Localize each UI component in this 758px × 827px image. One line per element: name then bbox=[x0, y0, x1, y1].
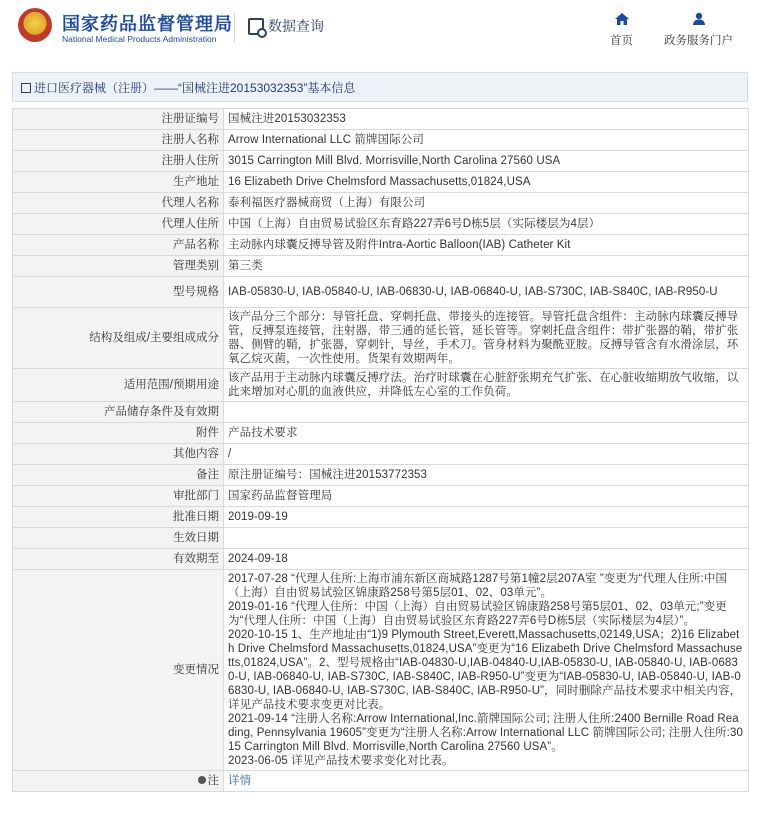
table-row bbox=[13, 308, 749, 369]
field-value: 国家药品监督管理局 bbox=[224, 486, 749, 507]
change-entry: 2020-10-15 1、生产地址由“1)9 Plymouth Street,Everett,Massachusetts,02149,USA；2)16 Elizabeth Drive Chelmsford Massachusetts,01824,USA”变更为“16 Elizabeth Drive Chelmsford Massachusetts,01824,USA”。2、型号规格由“IAB-04830-U,IAB-04840-U,IAB-05830-U, IAB-05840-U, IAB-06830-U, IAB-06840-U, IAB-S730C, IAB-S840C, IAB-R950-U”变更为“IAB-05830-U, IAB-05840-U, IAB-06830-U, IAB-06840-U, IAB-S730C, IAB-S840C, IAB-R950-U”，同时删除产品技术要求中相关内容，详见产品技术要求变更对比表。 bbox=[228, 629, 743, 711]
table-row bbox=[13, 528, 749, 549]
table-row bbox=[13, 277, 749, 308]
table-row-changes bbox=[13, 570, 749, 771]
emblem-logo[interactable] bbox=[18, 8, 52, 42]
note-icon bbox=[198, 776, 206, 784]
data-query-label: 数据查询 bbox=[268, 18, 324, 34]
table-row bbox=[13, 256, 749, 277]
table-row bbox=[13, 109, 749, 130]
field-label: 型号规格 bbox=[13, 277, 224, 308]
field-value: 主动脉内球囊反搏导管及附件Intra-Aortic Balloon(IAB) Catheter Kit bbox=[224, 235, 749, 256]
field-label: 结构及组成/主要组成成分 bbox=[13, 308, 224, 369]
nav-home-label: 首页 bbox=[610, 35, 633, 47]
table-row bbox=[13, 172, 749, 193]
site-header bbox=[0, 0, 758, 60]
field-label: 代理人住所 bbox=[13, 214, 224, 235]
site-title-en[interactable]: National Medical Products Administration bbox=[62, 34, 217, 44]
change-entry: 2021-09-14 “注册人名称:Arrow International,Inc.箭牌国际公司; 注册人住所:2400 Bernille Road Reading, Pennsylvania 19605”变更为“注册人名称:Arrow International LLC 箭牌国际公司; 注册人住所:3015 Carrington Mill Blvd. Morrisville,North Carolina 27560 USA”。 bbox=[228, 713, 743, 753]
field-value: Arrow International LLC 箭牌国际公司 bbox=[224, 130, 749, 151]
field-value: 中国（上海）自由贸易试验区东育路227弄6号D栋5层（实际楼层为4层） bbox=[224, 214, 749, 235]
field-value bbox=[224, 528, 749, 549]
field-value: 2019-09-19 bbox=[224, 507, 749, 528]
note-label: 注 bbox=[207, 775, 219, 787]
table-row bbox=[13, 402, 749, 423]
table-row bbox=[13, 549, 749, 570]
field-label: 变更情况 bbox=[13, 570, 224, 771]
field-value: 原注册证编号：国械注进20153772353 bbox=[224, 465, 749, 486]
header-divider bbox=[234, 12, 235, 42]
field-label: 注册证编号 bbox=[13, 109, 224, 130]
field-label: 生效日期 bbox=[13, 528, 224, 549]
field-label: 有效期至 bbox=[13, 549, 224, 570]
change-history bbox=[224, 570, 749, 771]
table-row bbox=[13, 130, 749, 151]
record-detail-table bbox=[12, 108, 749, 792]
table-row-note bbox=[13, 771, 749, 792]
field-label: 附件 bbox=[13, 423, 224, 444]
table-row bbox=[13, 193, 749, 214]
change-entry: 2017-07-28 “代理人住所:上海市浦东新区商城路1287号第1幢2层207A室 ”变更为“代理人住所:中国（上海）自由贸易试验区锦康路258号第5层01、02、03单元”。 bbox=[228, 573, 728, 599]
field-value: 3015 Carrington Mill Blvd. Morrisville,North Carolina 27560 USA bbox=[224, 151, 749, 172]
field-value: 16 Elizabeth Drive Chelmsford Massachusetts,01824,USA bbox=[224, 172, 749, 193]
note-value-cell bbox=[224, 771, 749, 792]
user-icon bbox=[691, 12, 707, 26]
search-document-icon bbox=[248, 18, 264, 35]
field-value: 该产品用于主动脉内球囊反搏疗法。治疗时球囊在心脏舒张期充气扩张、在心脏收缩期放气收缩，以此来增加对心肌的血液供应，并降低左心室的工作负荷。 bbox=[224, 369, 749, 402]
field-value: 该产品分三个部分：导管托盘、穿刺托盘、带接头的连接管。导管托盘含组件：主动脉内球囊反搏导管，反搏泵连接管，注射器，带三通的延长管，延长管等。穿刺托盘含组件：带扩张器的鞘，带扩张器、侧臂的鞘，扩张器，穿刺针，导丝，手术刀。管身材料为聚酰亚胺。反搏导管含有水滑涂层，环氧乙烷灭菌，一次性使用。货架有效期两年。 bbox=[224, 308, 749, 369]
field-value: IAB-05830-U, IAB-05840-U, IAB-06830-U, IAB-06840-U, IAB-S730C, IAB-S840C, IAB-R950-U bbox=[224, 277, 749, 308]
record-title: 进口医疗器械（注册）——“国械注进20153032353”基本信息 bbox=[34, 80, 356, 95]
field-label: 其他内容 bbox=[13, 444, 224, 465]
field-label: 管理类别 bbox=[13, 256, 224, 277]
table-row bbox=[13, 423, 749, 444]
table-row bbox=[13, 214, 749, 235]
main-content bbox=[12, 72, 748, 787]
change-entry: 2023-06-05 详见产品技术要求变化对比表。 bbox=[228, 755, 454, 767]
nav-gov-portal-label: 政务服务门户 bbox=[664, 35, 733, 47]
field-label: 批准日期 bbox=[13, 507, 224, 528]
table-row bbox=[13, 465, 749, 486]
details-link[interactable]: 详情 bbox=[228, 775, 252, 787]
nav-home[interactable] bbox=[610, 12, 633, 48]
field-label: 注册人住所 bbox=[13, 151, 224, 172]
field-label: 代理人名称 bbox=[13, 193, 224, 214]
record-title-bar bbox=[12, 72, 748, 102]
field-label: 注册人名称 bbox=[13, 130, 224, 151]
field-label: 备注 bbox=[13, 465, 224, 486]
home-icon bbox=[614, 12, 630, 26]
data-query-link[interactable] bbox=[248, 16, 324, 36]
field-label: 生产地址 bbox=[13, 172, 224, 193]
table-row bbox=[13, 486, 749, 507]
change-entry: 2019-01-16 “代理人住所：中国（上海）自由贸易试验区锦康路258号第5层01、02、03单元;”变更为“代理人住所：中国（上海）自由贸易试验区东育路227弄6号D栋5层（实际楼层为4层）”。 bbox=[228, 601, 727, 627]
field-label: 审批部门 bbox=[13, 486, 224, 507]
table-row bbox=[13, 151, 749, 172]
field-value: 产品技术要求 bbox=[224, 423, 749, 444]
field-value bbox=[224, 402, 749, 423]
field-value: 第三类 bbox=[224, 256, 749, 277]
field-label: 适用范围/预期用途 bbox=[13, 369, 224, 402]
field-value: / bbox=[224, 444, 749, 465]
document-icon bbox=[21, 83, 31, 93]
field-value: 泰利福医疗器械商贸（上海）有限公司 bbox=[224, 193, 749, 214]
site-title-cn[interactable]: 国家药品监督管理局 bbox=[62, 14, 233, 34]
table-row bbox=[13, 369, 749, 402]
field-value: 国械注进20153032353 bbox=[224, 109, 749, 130]
field-label: 产品名称 bbox=[13, 235, 224, 256]
table-row bbox=[13, 507, 749, 528]
note-label-cell bbox=[13, 771, 224, 792]
table-row bbox=[13, 235, 749, 256]
field-value: 2024-09-18 bbox=[224, 549, 749, 570]
table-row bbox=[13, 444, 749, 465]
nav-gov-portal[interactable] bbox=[664, 12, 733, 48]
field-label: 产品储存条件及有效期 bbox=[13, 402, 224, 423]
